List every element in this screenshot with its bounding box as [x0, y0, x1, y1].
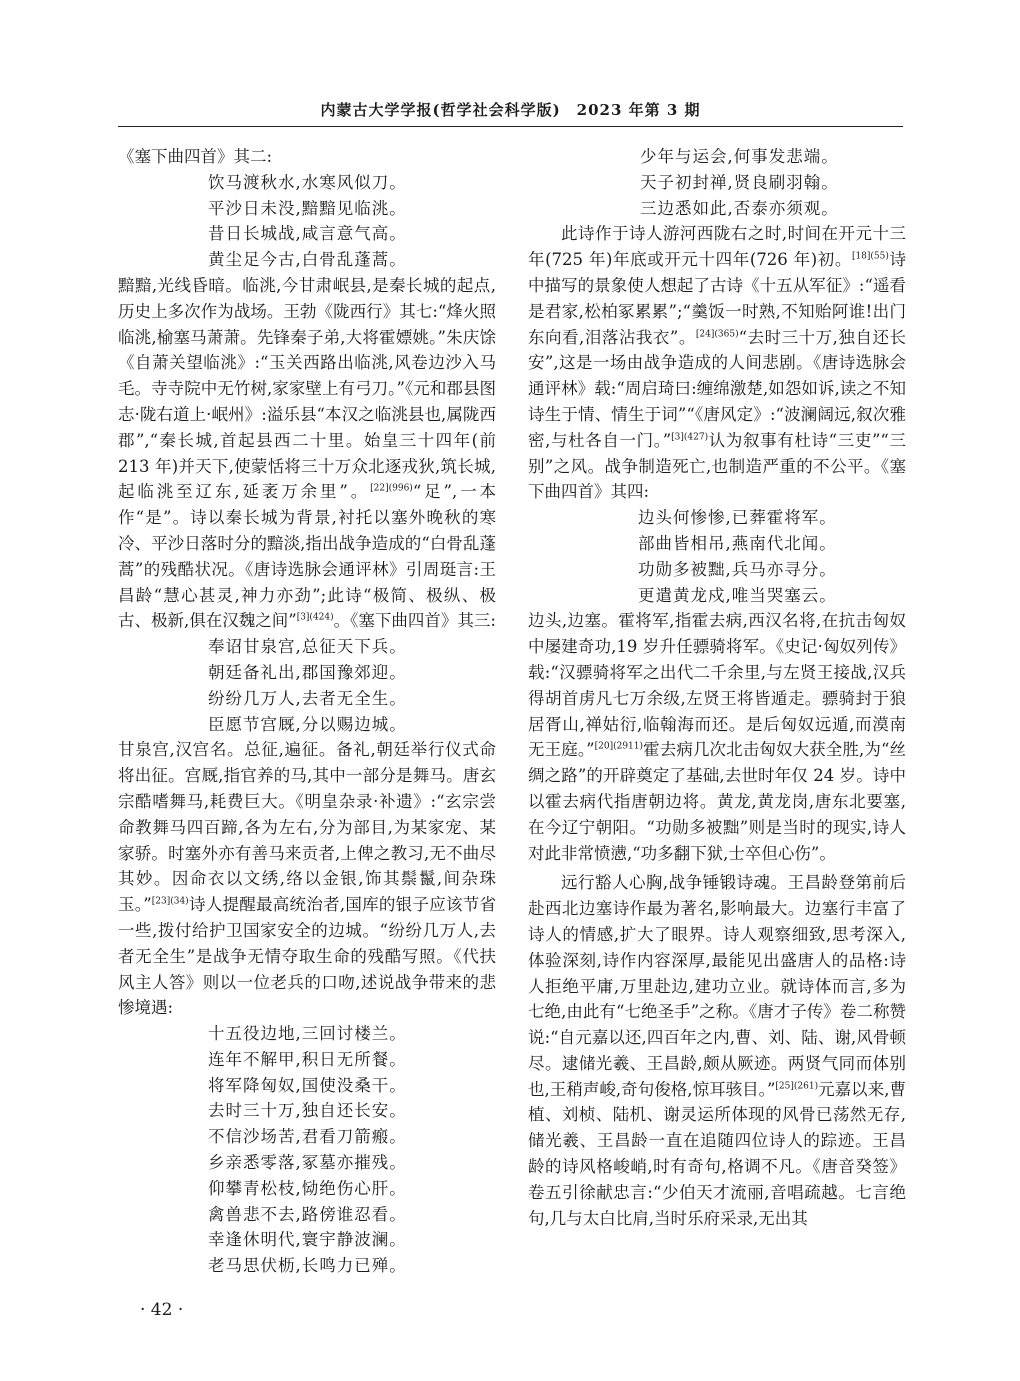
paragraph: 《塞下曲四首》其二: [118, 147, 273, 166]
paragraph [118, 737, 496, 1021]
poem-line: 更遣黄龙戍,唯当哭塞云。 [638, 585, 837, 605]
text-run: “足”,一本作“是”。诗以秦长城为背景,衬托以塞外晚秋的寒冷、平沙日落时分的黯淡,指出战争造成的“白骨乱蓬蒿”的残酷状况。《唐诗选脉会通评林》引周珽言:王昌龄“慧心甚灵,神力亦劲”;此诗“极简、极纵、极古、极新,俱在汉魏之间” [118, 482, 496, 631]
text-run: 。《塞下曲四首》其三: [333, 611, 496, 631]
poem-line: 连年不解甲,积日无所餐。 [208, 1049, 407, 1069]
text-run: 甘泉宫,汉宫名。总征,遍征。备礼,朝廷举行仪式命将出征。宫厩,指官养的马,其中一部分是舞马。唐玄宗酷嗜舞马,耗费巨大。《明皇杂录·补遗》:“玄宗尝命教舞马四百蹄,各为左右,分为部目,为某家宠、某家骄。时塞外亦有善马来贡者,上俾之教习,无不曲尽其妙。因命衣以文绣,络以金银,饰其鬃鬣,间杂珠玉。” [118, 740, 496, 915]
text-run: 诗人提醒最高统治者,国库的银子应该节省一些,拨付给护卫国家安全的边城。“纷纷几万人,去者无全生”是战争无情夺取生命的残酷写照。《代扶风主人答》则以一位老兵的口吻,述说战争带来的悲惨境遇: [118, 895, 497, 1018]
poem-line: 少年与运会,何事发悲端。 [640, 147, 839, 166]
page-number: · 42 · [140, 1300, 184, 1320]
poem-line: 昔日长城战,咸言意气高。 [208, 224, 407, 244]
poem-line: 去时三十万,独自还长安。 [208, 1101, 407, 1121]
poem-line: 臣愿节宫厩,分以赐边城。 [208, 714, 407, 734]
poem-saixiaqu-3 [118, 634, 496, 737]
text-run: 边头,边塞。霍将军,指霍去病,西汉名将,在抗击匈奴中屡建奇功,19 岁升任骠骑将军。《史记·匈奴列传》载:“汉骠骑将军之出代二千余里,与左贤王接战,汉兵得胡首虏凡七万余级,左贤王将皆遁走。骠骑封于狼居胥山,禅姑衍,临翰海而还。是后匈奴远遁,而漠南无王庭。” [528, 611, 906, 760]
citation: [18](55) [851, 251, 889, 262]
paragraph [528, 870, 906, 1231]
citation: [25](261) [775, 1081, 819, 1092]
text-run: 诗中描写的景象使人想起了古诗《十五从军征》:“遥看是君家,松柏冢累累”;“羹饭一时熟,不知贻阿谁!出门东向看,泪落沾我衣”。 [528, 250, 906, 347]
poem-line: 三边悉如此,否泰亦须观。 [640, 198, 839, 218]
text-run: 霍去病几次北击匈奴大获全胜,为“丝绸之路”的开辟奠定了基础,去世时年仅 24 岁。诗中以霍去病代指唐朝边将。黄龙,黄龙岗,唐东北要塞,在今辽宁朝阳。“功勋多被黜”则是当时的现实,诗人对此非常愤懑,“功多翻下狱,士卒但心伤”。 [528, 740, 906, 863]
poem-line: 幸逢休明代,寰宇静波澜。 [208, 1230, 407, 1250]
poem-line: 饮马渡秋水,水寒风似刀。 [208, 172, 407, 192]
citation: [24](365) [695, 329, 739, 340]
poem-daifufeng-continued [528, 144, 906, 221]
poem-line: 纷纷几万人,去者无全生。 [208, 688, 407, 708]
citation: [3](427) [671, 432, 709, 443]
poem-line: 边头何惨惨,已葬霍将军。 [638, 508, 837, 528]
text-run: 认为叙事有杜诗“三吏”“三别”之风。战争制造死亡,也制造严重的不公平。《塞下曲四首》其四: [528, 430, 906, 502]
paragraph [528, 608, 906, 866]
header-rule [118, 126, 903, 127]
text-run: 黯黯,光线昏暗。临洮,今甘肃岷县,是秦长城的起点,历史上多次作为战场。王勃《陇西行》其七:“烽火照临洮,榆塞马萧萧。先锋秦子弟,大将霍嫖姚。”朱庆馀《自萧关望临洮》:“玉关西路出临洮,风卷边沙入马毛。寺寺院中无竹树,家家壁上有弓刀。”《元和郡县图志·陇右道上·岷州》:溢乐县“本汉之临洮县也,属陇西郡”,“秦长城,首起县西二十里。始皇三十四年(前 213 年)并天下,使蒙恬将三十万众北逐戎狄,筑长城,起临洮至辽东,延袤万余里”。 [118, 275, 496, 502]
poem-line: 天子初封禅,贤良刷羽翰。 [640, 172, 839, 192]
citation: [3](424) [296, 612, 334, 623]
poem-saixiaqu-2 [118, 170, 496, 273]
paragraph [118, 273, 496, 634]
text-run: 此诗作于诗人游河西陇右之时,时间在开元十三年(725 年)年底或开元十四年(726 年)初。 [528, 224, 906, 270]
poem-saixiaqu-4 [528, 505, 906, 608]
right-column [528, 144, 906, 1231]
poem-line: 不信沙场苦,君看刀箭瘢。 [208, 1127, 407, 1147]
poem-line: 功勋多被黜,兵马亦寻分。 [638, 559, 837, 579]
poem-line: 朝廷备礼出,郡国豫郊迎。 [208, 662, 407, 682]
paragraph [528, 221, 906, 505]
citation: [22](996) [370, 483, 413, 494]
poem-line: 黄尘足今古,白骨乱蓬蒿。 [208, 250, 407, 270]
poem-line: 仰攀青松枝,恸绝伤心肝。 [208, 1178, 407, 1198]
poem-line: 十五役边地,三回讨楼兰。 [208, 1024, 407, 1044]
poem-daifufeng [118, 1021, 496, 1279]
poem-line: 奉诏甘泉宫,总征天下兵。 [208, 637, 407, 657]
poem-line: 部曲皆相吊,燕南代北闻。 [638, 533, 837, 553]
running-header: 内蒙古大学学报(哲学社会科学版) 2023 年第 3 期 [320, 101, 701, 119]
poem-line: 乡亲悉零落,冢墓亦摧残。 [208, 1153, 407, 1173]
text-run: “去时三十万,独自还长安”,这是一场由战争造成的人间悲剧。《唐诗选脉会通评林》载:“周启琦曰:缠绵激楚,如怨如诉,读之不知诗生于情、情生于词”“《唐风定》:“波澜阔远,叙次雅密,与杜各自一门。” [528, 327, 906, 450]
text-run: 元嘉以来,曹植、刘桢、陆机、谢灵运所体现的风骨已荡然无存,储光羲、王昌龄一直在追随四位诗人的踪迹。王昌龄的诗风格峻峭,时有奇句,格调不凡。《唐音癸签》卷五引徐献忠言:“少伯天才流丽,音唱疏越。七言绝句,几与太白比肩,当时乐府采录,无出其 [528, 1079, 907, 1228]
citation: [23](34) [151, 896, 189, 907]
citation: [20](2911) [594, 741, 644, 752]
poem-line: 平沙日未没,黯黯见临洮。 [208, 198, 407, 218]
poem-line: 将军降匈奴,国使没桑干。 [208, 1075, 407, 1095]
poem-line: 禽兽悲不去,路傍谁忍看。 [208, 1204, 407, 1224]
left-column [118, 144, 496, 1279]
text-run: 远行豁人心胸,战争锤锻诗魂。王昌龄登第前后赴西北边塞诗作最为著名,影响最大。边塞行丰富了诗人的情感,扩大了眼界。诗人观察细致,思考深入,体验深刻,诗作内容深厚,最能见出盛唐人的品格:诗人拒绝平庸,万里赴边,建功立业。就诗体而言,多为七绝,由此有“七绝圣手”之称。《唐才子传》卷二称赞说:“自元嘉以还,四百年之内,曹、刘、陆、谢,风骨顿尽。逮储光羲、王昌龄,颇从厥迹。两贤气同而体别也,王稍声峻,奇句俊格,惊耳骇目。” [528, 873, 906, 1099]
poem-line: 老马思伏枥,长鸣力已殚。 [208, 1256, 407, 1276]
